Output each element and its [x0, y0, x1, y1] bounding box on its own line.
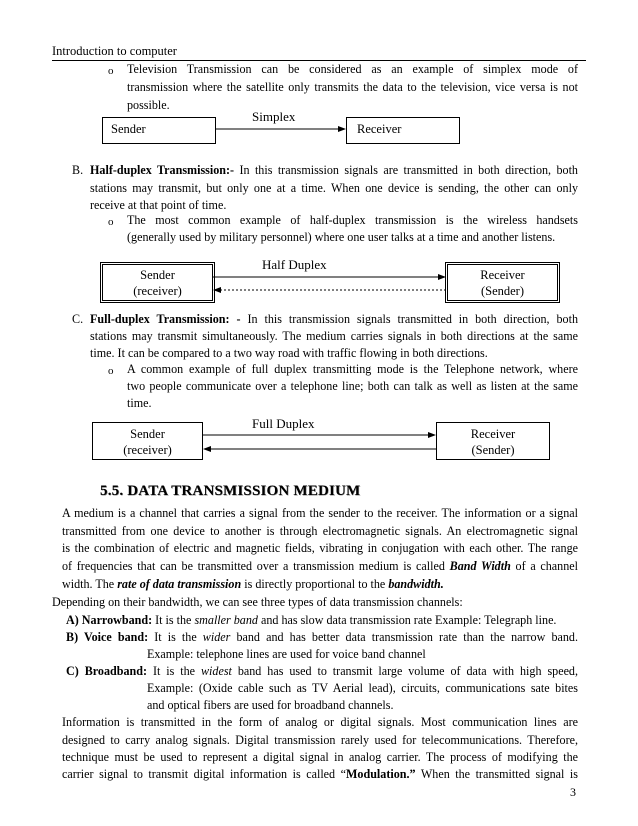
sender-label: Sender	[130, 427, 165, 441]
simplex-arrow	[216, 124, 348, 134]
half-duplex-line-1	[90, 162, 578, 178]
broadband-text: It is the	[147, 664, 201, 678]
medium-line-1: A medium is a channel that carries a signal from the sender to the receiver. The information or a signal	[62, 506, 578, 520]
voiceband-extra: Example: telephone lines are used for voice band channel	[147, 647, 426, 661]
medium-line-5-text: width. The	[62, 577, 118, 591]
medium-line-4	[62, 558, 578, 574]
half-duplex-example-1: The most common example of half-duplex transmission is the wireless handsets	[127, 213, 578, 227]
voiceband-item	[66, 629, 578, 645]
half-duplex-line-2: stations may transmit, but only one at a time. When one device is sending, the other can only	[90, 181, 578, 195]
broadband-em: widest	[200, 664, 232, 678]
signals-line-4	[62, 766, 578, 782]
broadband-item	[66, 663, 578, 679]
broadband-tail: band has used to transmit large volume of data with high speed,	[231, 664, 579, 678]
medium-line-4-tail: of a channel	[510, 559, 579, 573]
signals-line-4-text: carrier signal to transmit digital information is called “	[62, 767, 346, 781]
receiver-sublabel: (Sender)	[471, 443, 515, 457]
half-duplex-arrows	[212, 272, 448, 296]
simplex-line-3: possible.	[127, 98, 170, 112]
modulation-term: Modulation.”	[346, 767, 416, 781]
full-duplex-line-1	[90, 311, 578, 327]
receiver-sublabel: (Sender)	[480, 284, 525, 298]
signals-line-2: designed to carry analog signals. Digital transmission rarely used for telecommunications. Therefore,	[62, 733, 578, 747]
broadband-extra-2: and optical fibers are used for broadband channels.	[147, 698, 394, 712]
page-number: 3	[570, 785, 576, 799]
medium-line-5	[62, 576, 444, 592]
narrowband-em: smaller band	[194, 613, 258, 627]
voiceband-label: B) Voice band:	[66, 630, 149, 644]
simplex-label: Simplex	[252, 109, 296, 124]
full-duplex-line-2: stations may transmit simultaneously. The medium carries signals in both directions at the same	[90, 329, 578, 343]
simplex-line-1: Television Transmission can be considered as an example of simplex mode of	[127, 62, 578, 76]
voiceband-text: It is the	[148, 630, 203, 644]
narrowband-label: A) Narrowband:	[66, 613, 153, 627]
half-duplex-receiver-box	[447, 264, 558, 301]
sender-sublabel: (receiver)	[123, 443, 172, 457]
broadband-label: C) Broadband:	[66, 664, 147, 678]
receiver-label: Receiver	[357, 122, 402, 136]
medium-line-3: is the combination of electric and magnetic fields, vibrating in conjugation with each other. The range	[62, 541, 578, 555]
medium-line-4-text: of frequencies that can be transmitted over a transmission medium is called	[62, 559, 450, 573]
half-duplex-line-3: receive at that point of time.	[90, 198, 227, 212]
section-heading: 5.5. DATA TRANSMISSION MEDIUM	[100, 483, 361, 499]
full-duplex-label: Full Duplex	[252, 416, 315, 431]
voiceband-em: wider	[202, 630, 231, 644]
half-duplex-label: Half Duplex	[262, 257, 327, 272]
full-duplex-title: Full-duplex Transmission: -	[90, 312, 241, 326]
full-duplex-text-1: In this transmission signals transmitted in both direction, both	[247, 312, 578, 326]
bullet-marker: o	[108, 65, 114, 77]
full-duplex-example-3: time.	[127, 396, 152, 410]
half-duplex-example-2: (generally used by military personnel) where one user talks at a time and another listens.	[127, 230, 556, 244]
half-duplex-marker: B.	[72, 163, 84, 177]
voiceband-tail: band and has better data transmission rate than the narrow band.	[230, 630, 578, 644]
bullet-marker: o	[108, 216, 114, 228]
half-duplex-text-1: In this transmission signals are transmitted in both direction, both	[239, 163, 578, 177]
half-duplex-title: Half-duplex Transmission:-	[90, 163, 235, 177]
sender-label: Sender	[111, 122, 146, 136]
simplex-sender-box	[102, 117, 216, 144]
sender-sublabel: (receiver)	[133, 284, 182, 298]
medium-line-5-mid: is directly proportional to the	[241, 577, 389, 591]
simplex-line-2: transmission where the satellite only transmits the data to the television, vice versa is not	[127, 80, 578, 94]
narrowband-text: It is the	[152, 613, 195, 627]
narrowband-tail: and has slow data transmission rate Example: Telegraph line.	[257, 613, 557, 627]
full-duplex-sender-box	[92, 422, 203, 460]
half-duplex-sender-box	[102, 264, 213, 301]
band-width-term: Band Width	[449, 559, 511, 573]
narrowband-item	[66, 612, 556, 628]
sender-label: Sender	[140, 268, 175, 282]
signals-line-1: Information is transmitted in the form of analog or digital signals. Most communication lines are	[62, 715, 578, 729]
full-duplex-line-3: time. It can be compared to a two way road with traffic flowing in both directions.	[90, 346, 488, 360]
full-duplex-arrows	[202, 430, 438, 454]
receiver-label: Receiver	[470, 427, 516, 441]
full-duplex-example-1: A common example of full duplex transmitting mode is the Telephone network, where	[127, 362, 578, 376]
broadband-extra-1: Example: (Oxide cable such as TV Aerial lead), circuits, communications sate bites	[147, 681, 578, 695]
full-duplex-receiver-box	[436, 422, 550, 460]
signals-line-3: technique must be used to represent a digital signal in analog carrier. The process of modifying the	[62, 750, 578, 764]
rate-term: rate of data transmission	[117, 577, 242, 591]
full-duplex-marker: C.	[72, 312, 84, 326]
signals-line-4-tail: When the transmitted signal is	[415, 767, 578, 781]
page-header: Introduction to computer	[52, 44, 586, 61]
simplex-receiver-box	[346, 117, 460, 144]
channels-intro: Depending on their bandwidth, we can see three types of data transmission channels:	[52, 595, 463, 609]
bullet-marker: o	[108, 365, 114, 377]
full-duplex-example-2: two people communicate over a telephone line; both can talk as well as listen at the same	[127, 379, 578, 393]
receiver-label: Receiver	[480, 268, 525, 282]
bandwidth-term: bandwidth.	[388, 577, 444, 591]
medium-line-2: transmitted from one device to another is through electromagnetic signals. An electromagnetic signal	[62, 524, 578, 538]
